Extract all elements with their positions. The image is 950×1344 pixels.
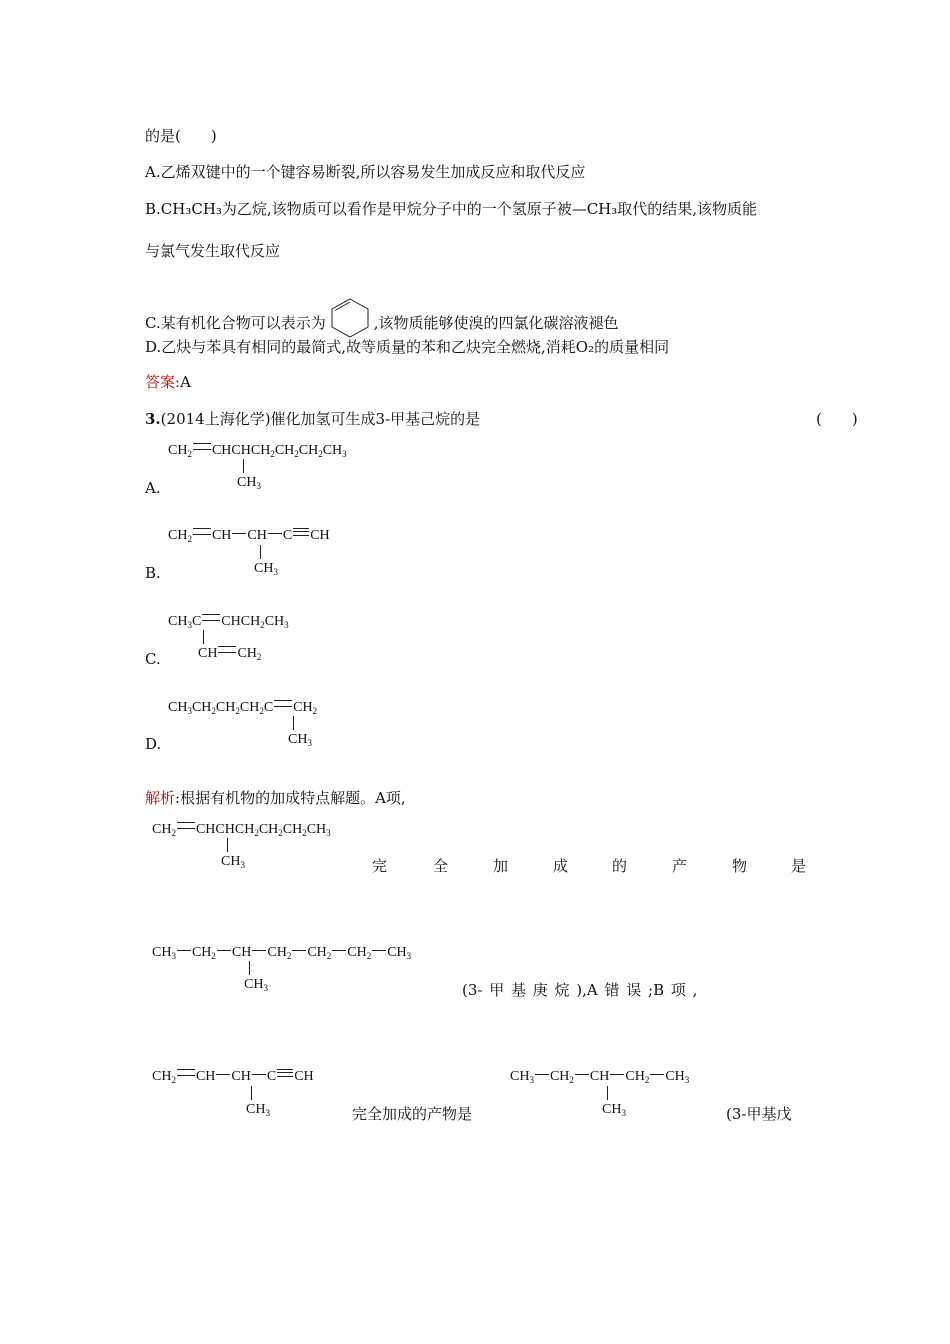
- product-b-bond: [607, 1086, 608, 1100]
- q3-answer-paren: ( ): [816, 410, 858, 428]
- analysis-structure-a-branch: $CH_3$: [221, 854, 245, 870]
- q3-stem-text: (2014上海化学)催化加氢可生成3-甲基己烷的是: [160, 410, 481, 428]
- q2-option-b-line1: B.CH₃CH₃为乙烷,该物质可以看作是甲烷分子中的一个氢原子被—CH₃取代的结果,该物质能: [145, 200, 758, 218]
- product-b-branch: $CH_3$: [602, 1102, 626, 1118]
- a-product-phrase: [372, 856, 812, 876]
- answer-label: 答案:: [145, 373, 181, 391]
- analysis-label: 解析: [145, 789, 176, 807]
- structure-c-bond: [203, 630, 204, 644]
- word: 成: [553, 857, 569, 875]
- b-product-text: 完全加成的产物是: [352, 1105, 473, 1123]
- word: 产: [672, 857, 688, 875]
- product-a-name: (3- 甲 基 庚 烷 ),A 错 误 ;B 项 ,: [462, 981, 698, 999]
- analysis-structure-a: $CH_2$ $CHCHCH_2CH_2CH_2CH_3$: [152, 822, 331, 838]
- answer-value: A: [180, 373, 191, 391]
- structure-a-bond: [243, 459, 244, 473]
- product-a-main: $CH_3$ $CH_2$ CH $CH_2$ $CH_2$ $CH_2$ $CH_3$: [152, 945, 412, 961]
- analysis-structure-b: $CH_2$ CH CH C CH: [152, 1069, 314, 1085]
- q3-option-c-label: C.: [145, 650, 161, 668]
- structure-d-main: $CH_3CH_2CH_2CH_2C$ $CH_2$: [168, 700, 318, 716]
- structure-c-branch: CH $CH_2$: [198, 646, 262, 662]
- analysis-structure-b-bond: [251, 1086, 252, 1100]
- structure-a-main: $CH_2$ $CHCHCH_2CH_2CH_2CH_3$: [168, 443, 347, 459]
- q3-option-d-label: D.: [145, 735, 162, 753]
- word: 是: [791, 857, 807, 875]
- q2-option-c-post: ,该物质能够使溴的四氯化碳溶液褪色: [373, 314, 619, 332]
- analysis-intro: [145, 788, 406, 808]
- word: 加: [493, 857, 509, 875]
- word: 物: [732, 857, 748, 875]
- q3-number: 3.: [145, 410, 161, 428]
- q3-stem: [145, 409, 480, 429]
- q2-option-c-pre: C.某有机化合物可以表示为: [145, 314, 326, 332]
- q2-option-b-line2: 与氯气发生取代反应: [145, 242, 281, 260]
- structure-b-main: $CH_2$ CH CH C CH: [168, 528, 330, 544]
- structure-d-bond: [293, 716, 294, 730]
- structure-b-bond: [260, 545, 261, 559]
- product-a-bond: [249, 961, 250, 975]
- word: 完: [372, 857, 388, 875]
- structure-a-branch: $CH_3$: [237, 475, 261, 491]
- product-a-branch: $CH_3$: [244, 977, 268, 993]
- structure-c-main: $CH_3C$ $CHCH_2CH_3$: [168, 614, 289, 630]
- word: 的: [612, 857, 628, 875]
- analysis-text: :根据有机物的加成特点解题。A项,: [175, 789, 406, 807]
- word: 全: [433, 857, 449, 875]
- q3-option-a-label: A.: [145, 479, 161, 497]
- analysis-structure-b-branch: $CH_3$: [246, 1102, 270, 1118]
- q2-stem-tail: 的是( ): [145, 127, 217, 145]
- q2-option-d: D.乙炔与苯具有相同的最简式,故等质量的苯和乙炔完全燃烧,消耗O₂的质量相同: [145, 338, 670, 356]
- structure-b-branch: $CH_3$: [254, 561, 278, 577]
- q2-option-a: A.乙烯双键中的一个键容易断裂,所以容易发生加成反应和取代反应: [145, 163, 586, 181]
- analysis-structure-a-bond: [227, 838, 228, 852]
- cyclohexene-structure-icon: [326, 296, 374, 340]
- q2-answer: [145, 372, 191, 392]
- q2-option-c: [145, 296, 619, 340]
- product-b-name: (3-甲基戊: [726, 1105, 792, 1123]
- structure-d-branch: $CH_3$: [288, 732, 312, 748]
- q3-option-b-label: B.: [145, 564, 161, 582]
- product-b-main: $CH_3$ $CH_2$ CH $CH_2$ $CH_3$: [510, 1069, 690, 1085]
